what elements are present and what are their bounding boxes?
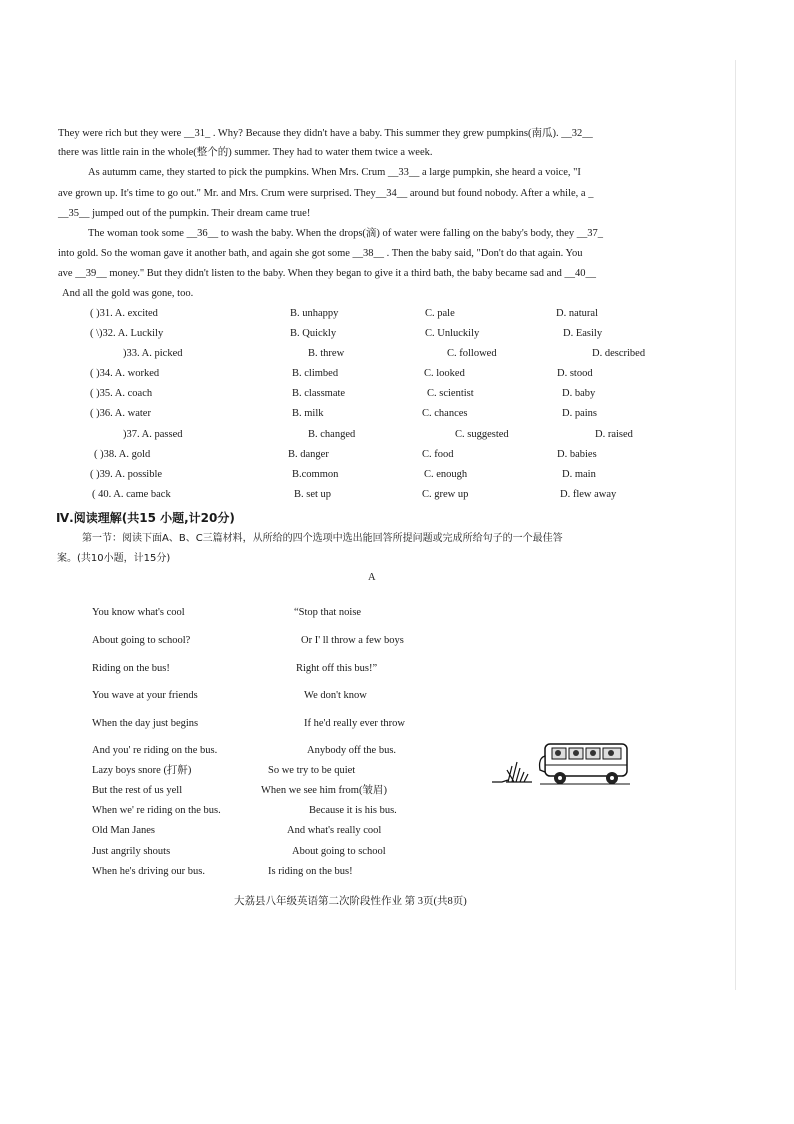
poem-right-line: About going to school [292,846,386,857]
bus-icon [540,744,630,784]
poem-right-line: Anybody off the bus. [307,745,397,756]
passage-line-5: __35__ jumped out of the pumpkin. Their dream came true! [58,208,311,219]
question-38-b: B. danger [288,449,329,460]
page-footer: 大荔县八年级英语第二次阶段性作业 第 3页(共8页) [234,896,467,907]
question-39-a: ( )39. A. possible [90,469,163,480]
question-32-d: D. Easily [563,328,603,339]
question-36-b: B. milk [292,408,324,419]
question-40-b: B. set up [294,489,332,500]
passage-line-1: They were rich but they were __31_ . Why? Because they didn't have a baby. This summer they grew pumpkins(南瓜). __32__ [58,128,593,139]
poem-left-line: And you' re riding on the bus. [92,745,218,756]
question-38-d: D. babies [557,449,597,460]
question-37-c: C. suggested [455,429,509,440]
question-32-b: B. Quickly [290,328,337,339]
question-40-c: C. grew up [422,489,469,500]
poem-left-line: But the rest of us yell [92,785,183,796]
poem-left-line: Old Man Janes [92,825,155,836]
poem-right-line: Or I' ll throw a few boys [301,635,404,646]
question-37-a: )37. A. passed [123,429,183,440]
poem-right-line: Because it is his bus. [309,805,397,816]
poem-right-line: “Stop that noise [294,607,362,618]
question-34-a: ( )34. A. worked [90,368,160,379]
section-heading: Ⅳ.阅读理解(共15 小题,计20分) [56,511,235,525]
question-35-d: D. baby [562,388,596,399]
question-31-b: B. unhappy [290,308,339,319]
passage-line-3: As autumm came, they started to pick the pumpkins. When Mrs. Crum __33__ a large pumpkin, she heard a voice, "I [88,167,581,178]
question-36-c: C. chances [422,408,468,419]
question-34-d: D. stood [557,368,593,379]
question-33-b: B. threw [308,348,345,359]
question-39-d: D. main [562,469,596,480]
question-34-b: B. climbed [292,368,339,379]
question-31-c: C. pale [425,308,455,319]
question-36-d: D. pains [562,408,597,419]
page-edge-line [735,60,736,990]
grass-tuft-icon [492,762,532,782]
question-40-a: ( 40. A. came back [92,489,171,500]
passage-label: A [368,572,376,583]
section-instruction-1: 第一节：阅读下面A、B、C三篇材料，从所给的四个选项中选出能回答所提问题或完成所给句子的一个最佳答 [82,533,563,544]
question-39-c: C. enough [424,469,468,480]
passage-line-2: there was little rain in the whole(整个的) summer. They had to water them twice a week. [58,147,433,158]
question-37-d: D. raised [595,429,633,440]
poem-right-line: If he'd really ever throw [304,718,406,729]
passage-line-7: into gold. So the woman gave it another bath, and again she got some __38__ . Then the baby said, "Don't do that again. You [58,248,583,259]
poem-left-line: Riding on the bus! [92,663,170,674]
poem-left-line: When we' re riding on the bus. [92,805,221,816]
poem-left-line: You wave at your friends [92,690,198,701]
question-35-a: ( )35. A. coach [90,388,153,399]
passage-line-4: ave grown up. It's time to go out." Mr. and Mrs. Crum were surprised. They__34__ around but found nobody. After a while, a _ [58,188,594,199]
question-35-b: B. classmate [292,388,346,399]
question-32-a: ( \)32. A. Luckily [90,328,164,339]
poem-right-line: Is riding on the bus! [268,866,353,877]
question-40-d: D. flew away [560,489,617,500]
poem-right-line: When we see him from(皱眉) [261,785,387,796]
bus-illustration [490,738,635,788]
question-34-c: C. looked [424,368,465,379]
question-38-a: ( )38. A. gold [94,449,151,460]
passage-line-8: ave __39__ money." But they didn't listen to the baby. When they began to give it a third bath, the baby became sad and __40__ [58,268,596,279]
question-33-d: D. described [592,348,646,359]
poem-left-line: Lazy boys snore (打鼾) [92,765,192,776]
question-37-b: B. changed [308,429,356,440]
question-39-b: B.common [292,469,339,480]
poem-left-line: Just angrily shouts [92,846,171,857]
question-36-a: ( )36. A. water [90,408,151,419]
passage-line-9: And all the gold was gone, too. [62,288,194,299]
poem-right-line: So we try to be quiet [268,765,356,776]
poem-left-line: You know what's cool [92,607,185,618]
poem-right-line: Right off this bus!” [296,663,378,674]
poem-left-line: About going to school? [92,635,191,646]
question-31-d: D. natural [556,308,598,319]
question-35-c: C. scientist [427,388,474,399]
question-31-a: ( )31. A. excited [90,308,158,319]
section-instruction-2: 案。(共10小题，计15分) [57,553,171,564]
poem-right-line: And what's really cool [287,825,382,836]
poem-left-line: When the day just begins [92,718,199,729]
poem-left-line: When he's driving our bus. [92,866,205,877]
poem-right-line: We don't know [304,690,367,701]
question-33-a: )33. A. picked [123,348,183,359]
question-38-c: C. food [422,449,454,460]
question-32-c: C. Unluckily [425,328,480,339]
question-33-c: C. followed [447,348,497,359]
passage-line-6: The woman took some __36__ to wash the baby. When the drops(滴) of water were falling on the baby's body, they __37_ [88,228,604,239]
